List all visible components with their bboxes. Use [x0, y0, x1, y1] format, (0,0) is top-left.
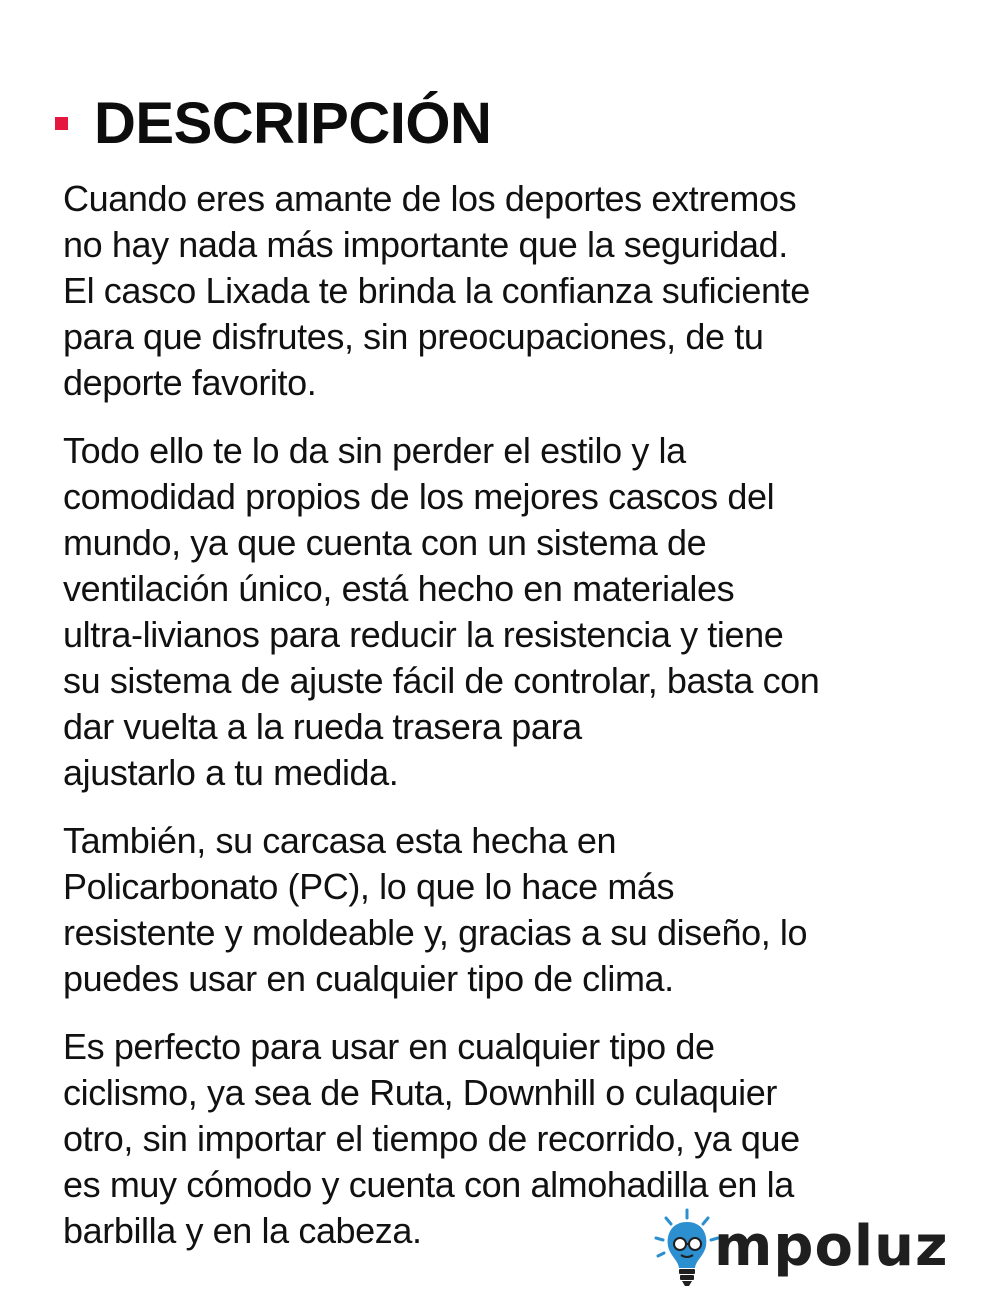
paragraph-3: También, su carcasa esta hecha en Policarbonato (PC), lo que lo hace más resistente y moldeable y, gracias a su diseño, lo puedes usar en cualquier tipo de clima.	[63, 820, 808, 999]
paragraph-1: Cuando eres amante de los deportes extremos no hay nada más importante que la seguridad. El casco Lixada te brinda la confianza suficiente para que disfrutes, sin preocupaciones, de tu deporte favorito.	[63, 178, 810, 403]
lightbulb-mascot-icon	[652, 1208, 722, 1290]
description-body	[63, 176, 963, 1276]
logo-wordmark: mpoluz	[714, 1214, 949, 1279]
red-square-bullet-icon	[55, 117, 68, 130]
section-heading	[55, 88, 491, 158]
paragraph-2: Todo ello te lo da sin perder el estilo y la comodidad propios de los mejores cascos del mundo, ya que cuenta con un sistema de ventilación único, está hecho en materiales ultra-livianos para reducir la resistencia y tiene su sistema de ajuste fácil de controlar, basta con dar vuelta a la rueda trasera para ajustarlo a tu medida.	[63, 430, 820, 793]
impoluz-logo	[652, 1208, 949, 1290]
paragraph-4: Es perfecto para usar en cualquier tipo de ciclismo, ya sea de Ruta, Downhill o culaquier otro, sin importar el tiempo de recorrido, ya que es muy cómodo y cuenta con almohadilla en la barbilla y en la cabeza.	[63, 1026, 800, 1251]
heading-title: DESCRIPCIÓN	[94, 90, 492, 156]
